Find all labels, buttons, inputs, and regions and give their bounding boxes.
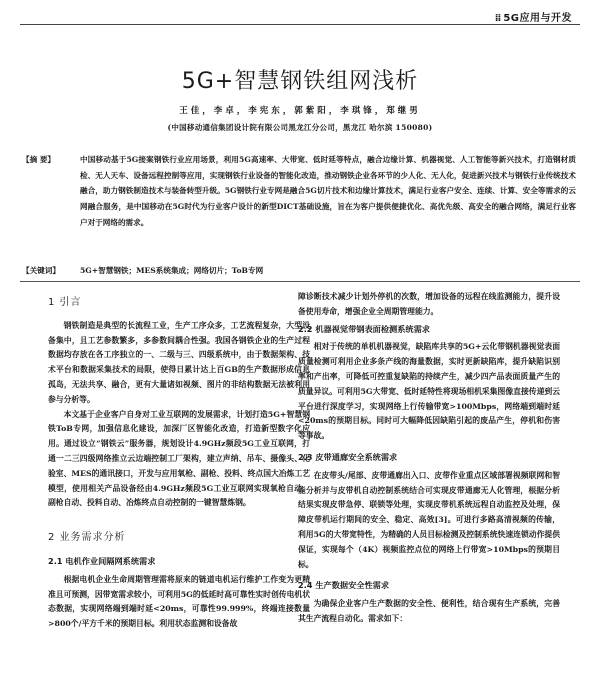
paper-title: 5G+智慧钢铁组网浅析 (181, 69, 419, 94)
section-2-heading: 2 业务需求分析 (48, 532, 126, 544)
section-1-heading: 1 引言 (48, 297, 82, 308)
section-2-3-paragraph: 在皮带头/尾部、皮带通廊出入口、皮带作业重点区域部署视频联网和智能分析并与皮带机自动控制系统结合可实现皮带通廊无人化管理，根据分析结果实现皮带急停、联锁等处理，实现皮带机系统远程自动监控及处理，保障皮带机运行期间的安全、稳定、高效[3]。可进行多路高清视频的传输，利用5G的大带宽特性，为精确的人员目标检测及控制系统快速连锁动作提供保证，实现每个（4K）视频监控点位的网络上行带宽>10Mbps的预期目标。 (298, 470, 560, 569)
section-2-2-paragraph: 相对于传统的单机机器视觉，缺陷库共享的5G+云化带钢机器视觉表面质量检测可利用企业多条产线的海量数据，实时更新缺陷库，提升缺陷识别率和产出率，可降低可控重复缺陷的持续产生，减少四产品表面质量产生的质量异议。可利用5G大带宽、低时延特性将现场相机采集图像直接传递到云平台进行深度学习，实现网络上行传输带宽>100Mbps，网络端到端时延<20ms的预期目标。同时可大幅降低因缺陷引起的废品产生，停机和伤害等事故。 (298, 342, 560, 441)
section-2-2-heading: 2.2 机器视觉带钢表面检测系统需求 (298, 323, 430, 334)
running-header (495, 9, 572, 24)
header-marks-icon: ⁞⁞ (494, 13, 501, 24)
section-1-paragraph-1: 钢铁制造是典型的长流程工业，生产工序众多，工艺流程复杂，大型设备集中，且工艺参数繁多，多参数间耦合性强。我国各钢铁企业的生产过程数据均存放在各工序独立的一、二级与三、四级系统中，由于数据架构、技术平台和数据采集技术的局限，使得日累计达上百GB的生产数据形成信息孤岛，无法共享、融合，更有大量诸如视频、图片的非结构数据无法被利用参与分析等。 (48, 320, 310, 404)
section-2-4-paragraph: 为确保企业客户生产数据的安全性、便利性，结合现有生产系统，完善其生产流程自动化。需求如下： (298, 599, 560, 623)
header-rule (20, 24, 580, 25)
abstract-text: 中国移动基于5G接案钢铁行业应用场景，利用5G高速率、大带宽、低时延等特点，融合边缘计算、机器视觉、人工智能等新兴技术，打造钢材质检、无人天车、设备远程控制等应用，实现钢铁行业设备的智能化改造，推动钢铁企业各环节的少人化、无人化，促进新兴技术与钢铁行业传统技术融合，助力钢铁制造技术与装备转型升级。5G钢铁行业专网是融合5G切片技术和边缘计算技术，满足行业客户安全、连续、计算、安全等需求的云网融合服务，是中国移动在5G时代为行业客户设计的新型DICT基础设施，旨在为客户提供便捷优化、高优先级、高安全的融合网络，满足行业客户对于网络的需求。 (80, 155, 576, 227)
section-2-4-heading: 2.4 生产数据安全性需求 (298, 580, 390, 591)
section-2-3-heading: 2.3 皮带通廊安全系统需求 (298, 451, 398, 462)
section-2-1-paragraph: 根据电机企业生命周期管理需将原来的链道电机运行维护工作变为更精准且可预测，因带宽需求较小，可利用5G的低延时高可靠性实时创传电机状态数据，实现网络端到端时延<20ms，可靠性99.999%，终端连接数量>800个/平方千米的预期目标。利用状态监测和设备故 (48, 574, 310, 629)
header-label: 5G应用与开发 (503, 13, 572, 24)
section-2-1-heading: 2.1 电机作业间隔网系统需求 (48, 555, 156, 566)
left-column (48, 290, 310, 632)
section-2-1-continued: 障诊断技术减少计划外停机的次数，增加设备的远程在线监测能力，提升设备使用寿命，增强企业全周期管理能力。 (298, 292, 560, 316)
keywords-text: 5G+智慧钢铁；MES系统集成；网络切片；ToB专网 (80, 266, 264, 275)
abstract-block (22, 152, 576, 231)
keywords-label: 【关键词】 (22, 266, 60, 275)
keywords-block (22, 265, 576, 277)
abstract-label: 【摘 要】 (22, 155, 56, 164)
authors: 王佳，李卓，李宪东，郭紫阳，李琪锋，郑继男 (179, 106, 421, 116)
keywords-rule (20, 281, 580, 282)
right-column (298, 290, 560, 627)
affiliation: (中国移动通信集团设计院有限公司黑龙江分公司，黑龙江 哈尔滨 150080) (167, 123, 433, 132)
section-1-paragraph-2: 本文基于企业客户自身对工业互联网的发展需求，计划打造5G+智慧钢铁ToB专网，加强信息化建设，加深厂区智能化改造，打造新型数字化应用。通过设立“钢铁云”服务器，规划设计4.9GHz频段5G工业互联网，打通一二三四级网络推立云边端控制工厂架构，建立声纳、吊车、摄像头、化验室、MES的通讯接口，开发与应用氧枪、副枪、投料、终点国大冶炼工艺模型，使用相关产品设备经由4.9GHz频段5G工业互联网实现氧枪自动、副枪自动、投料自动、冶炼终点自动控制的一键智慧炼钢。 (48, 409, 310, 508)
